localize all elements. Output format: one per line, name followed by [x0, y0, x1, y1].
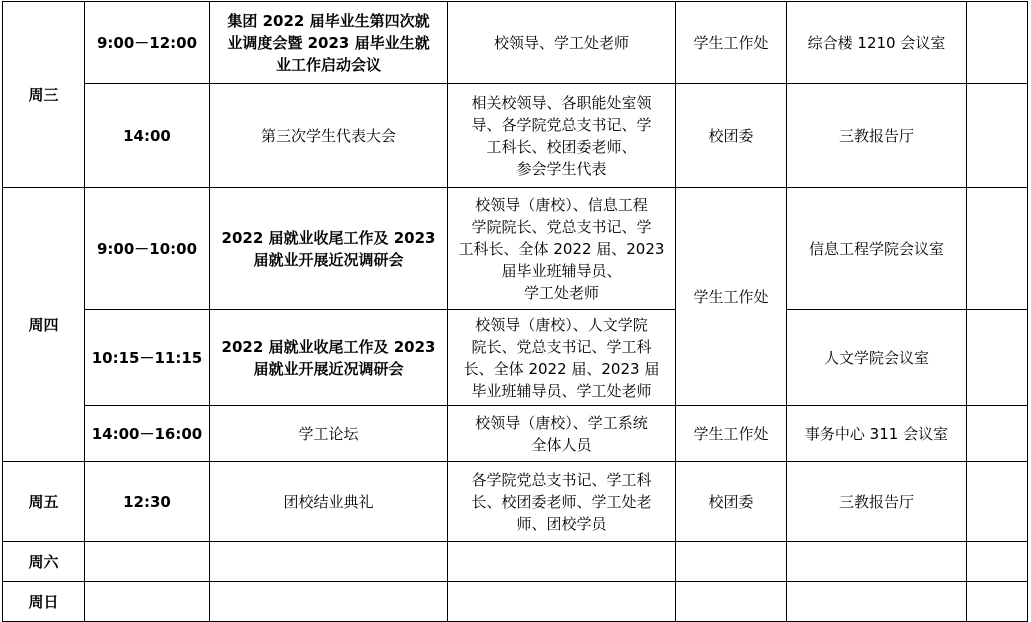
event-cell: [210, 582, 448, 622]
time-cell: 14:00－16:00: [85, 406, 210, 462]
location-cell: 事务中心 311 会议室: [787, 406, 967, 462]
time-cell: 10:15－11:15: [85, 310, 210, 406]
table-row: [3, 582, 1028, 622]
remark-cell: [967, 406, 1028, 462]
day-cell-sun: 周日: [3, 582, 85, 622]
location-cell: 三教报告厅: [787, 84, 967, 188]
remark-cell: [967, 542, 1028, 582]
attendees-cell: 相关校领导、各职能处室领 导、各学院党总支书记、学 工科长、校团委老师、 参会学生代表: [448, 84, 676, 188]
table-row: [3, 2, 1028, 84]
attendees-cell: 各学院党总支书记、学工科 长、校团委老师、学工处老 师、团校学员: [448, 462, 676, 542]
table-row: [3, 462, 1028, 542]
location-cell: 信息工程学院会议室: [787, 188, 967, 310]
event-cell: 团校结业典礼: [210, 462, 448, 542]
day-cell-thu: 周四: [3, 188, 85, 462]
schedule-table: [2, 1, 1028, 622]
time-cell: 9:00－10:00: [85, 188, 210, 310]
remark-cell: [967, 2, 1028, 84]
time-cell: 14:00: [85, 84, 210, 188]
event-cell: 集团 2022 届毕业生第四次就 业调度会暨 2023 届毕业生就 业工作启动会议: [210, 2, 448, 84]
organizer-cell: 校团委: [676, 84, 787, 188]
table-row: [3, 542, 1028, 582]
event-cell: 2022 届就业收尾工作及 2023 届就业开展近况调研会: [210, 188, 448, 310]
attendees-cell: 校领导（唐校）、人文学院 院长、党总支书记、学工科 长、全体 2022 届、2023 届 毕业班辅导员、学工处老师: [448, 310, 676, 406]
organizer-cell: 学生工作处: [676, 406, 787, 462]
table-row: [3, 188, 1028, 310]
remark-cell: [967, 310, 1028, 406]
table-row: [3, 406, 1028, 462]
time-cell: 9:00－12:00: [85, 2, 210, 84]
organizer-cell: [676, 582, 787, 622]
table-row: [3, 310, 1028, 406]
organizer-cell: 校团委: [676, 462, 787, 542]
location-cell: 人文学院会议室: [787, 310, 967, 406]
remark-cell: [967, 188, 1028, 310]
time-cell: [85, 542, 210, 582]
attendees-cell: 校领导（唐校）、信息工程 学院院长、党总支书记、学 工科长、全体 2022 届、2023 届毕业班辅导员、 学工处老师: [448, 188, 676, 310]
attendees-cell: 校领导（唐校）、学工系统 全体人员: [448, 406, 676, 462]
location-cell: 三教报告厅: [787, 462, 967, 542]
remark-cell: [967, 582, 1028, 622]
organizer-cell: 学生工作处: [676, 188, 787, 406]
remark-cell: [967, 84, 1028, 188]
day-cell-wed: 周三: [3, 2, 85, 188]
organizer-cell: 学生工作处: [676, 2, 787, 84]
table-row: [3, 84, 1028, 188]
location-cell: [787, 542, 967, 582]
location-cell: 综合楼 1210 会议室: [787, 2, 967, 84]
day-cell-sat: 周六: [3, 542, 85, 582]
event-cell: [210, 542, 448, 582]
attendees-cell: [448, 582, 676, 622]
remark-cell: [967, 462, 1028, 542]
organizer-cell: [676, 542, 787, 582]
time-cell: 12:30: [85, 462, 210, 542]
event-cell: 第三次学生代表大会: [210, 84, 448, 188]
day-cell-fri: 周五: [3, 462, 85, 542]
event-cell: 学工论坛: [210, 406, 448, 462]
time-cell: [85, 582, 210, 622]
attendees-cell: 校领导、学工处老师: [448, 2, 676, 84]
location-cell: [787, 582, 967, 622]
event-cell: 2022 届就业收尾工作及 2023 届就业开展近况调研会: [210, 310, 448, 406]
attendees-cell: [448, 542, 676, 582]
